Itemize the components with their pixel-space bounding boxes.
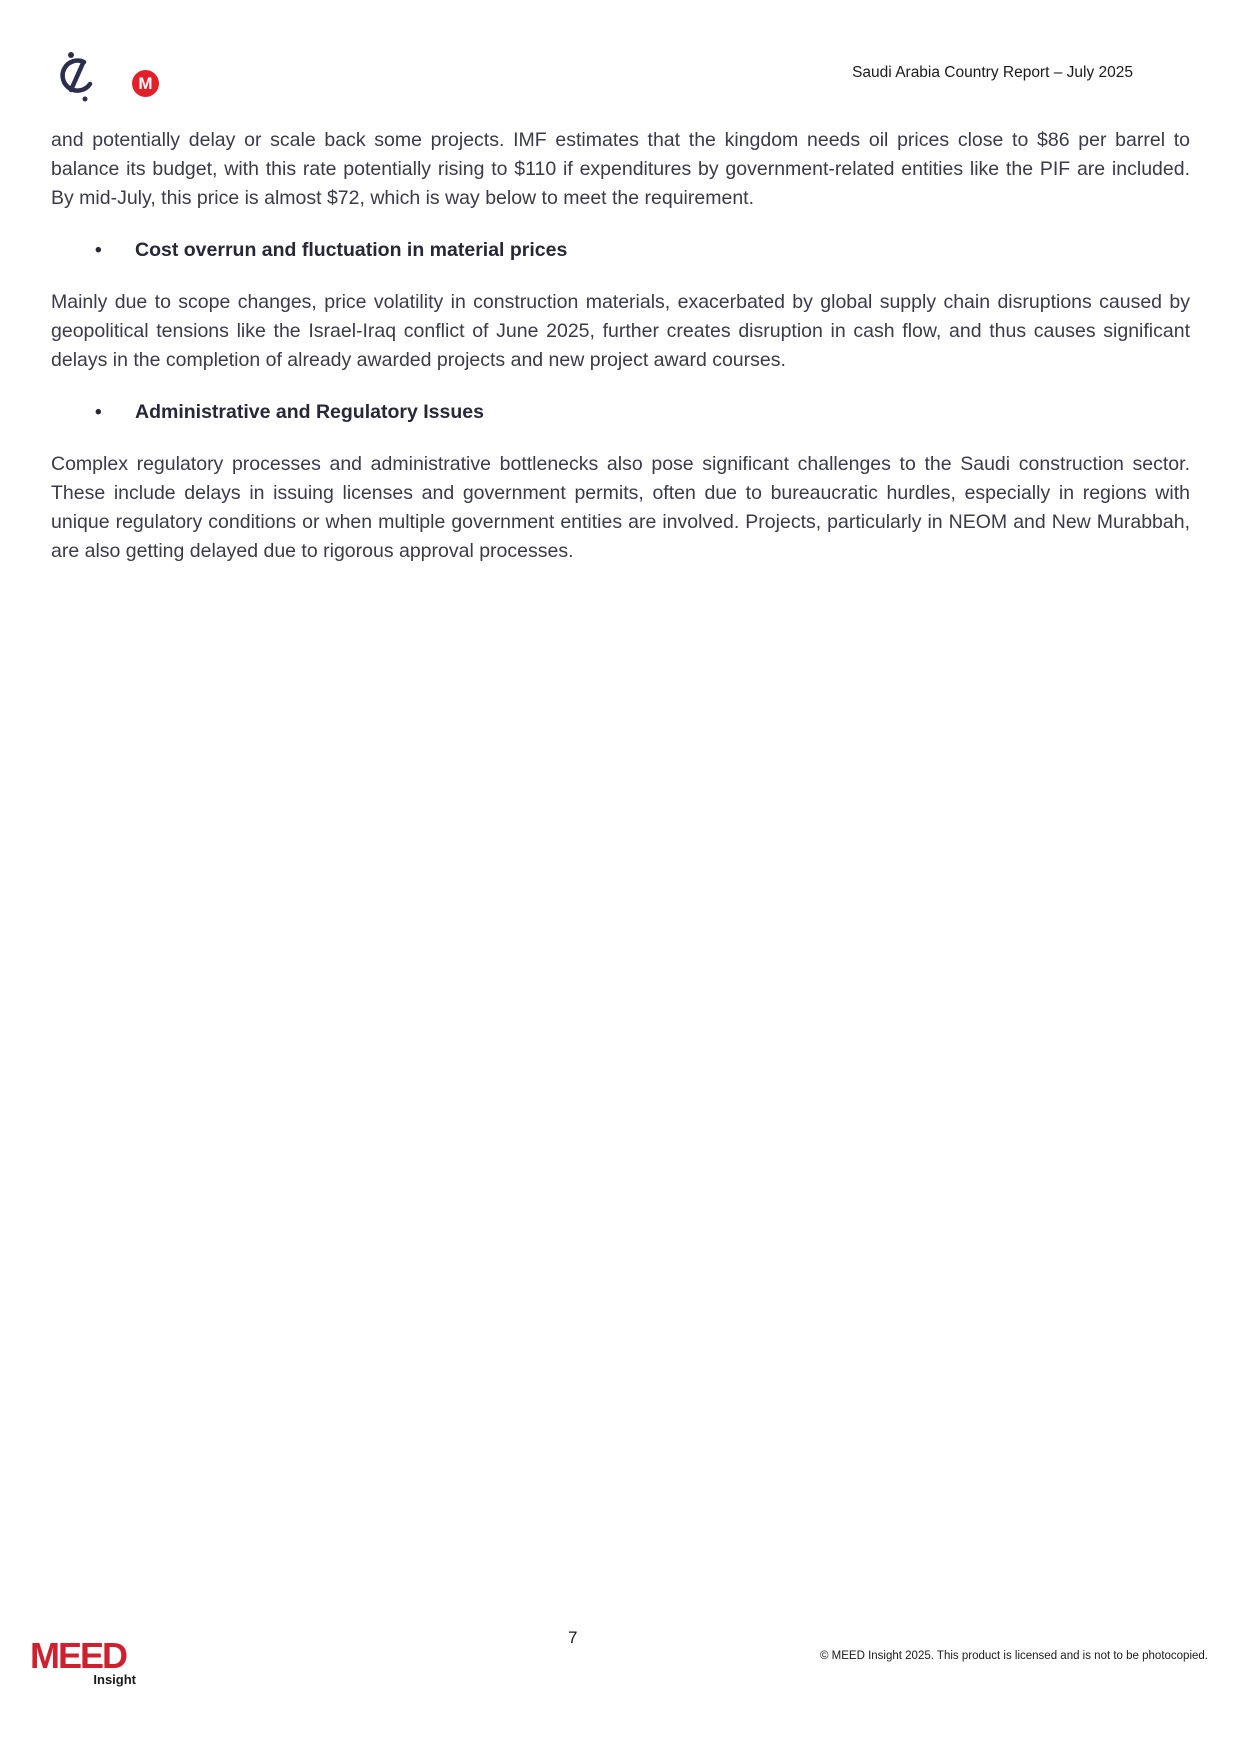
meed-insight-logo xyxy=(30,1635,140,1687)
admin-regulatory-paragraph: Complex regulatory processes and administrative bottlenecks also pose significant challenges to the Saudi construction sector. These include delays in issuing licenses and government permits, often due to bureaucratic hurdles, especially in regions with unique regulatory conditions or when multiple government entities are involved. Projects, particularly in NEOM and New Murabbah, are also getting delayed due to rigorous approval processes. xyxy=(51,453,1190,562)
intro-paragraph: and potentially delay or scale back some projects. IMF estimates that the kingdom needs oil prices close to $86 per barrel to balance its budget, with this rate potentially rising to $110 if expenditures by government-related entities like the PIF are included. By mid-July, this price is almost $72, which is way below to meet the requirement. xyxy=(51,129,1190,209)
compass-logo-icon xyxy=(60,50,96,104)
bullet-heading-admin-regulatory xyxy=(95,398,1190,427)
meed-logo-subtext: Insight xyxy=(93,1672,136,1687)
copyright-notice: © MEED Insight 2025. This product is licensed and is not to be photocopied. xyxy=(820,1650,1208,1662)
bullet-heading-label: Administrative and Regulatory Issues xyxy=(135,401,484,423)
cost-overrun-paragraph: Mainly due to scope changes, price volatility in construction materials, exacerbated by global supply chain disruptions caused by geopolitical tensions like the Israel-Iraq conflict of June 2025, further creates disruption in cash flow, and thus causes significant delays in the completion of already awarded projects and new project award courses. xyxy=(51,291,1190,371)
header-logos xyxy=(60,50,159,104)
bullet-icon: • xyxy=(95,240,102,261)
meed-m-badge-icon: M xyxy=(132,70,159,97)
report-header-title: Saudi Arabia Country Report – July 2025 xyxy=(852,64,1133,81)
meed-logo-text: MEED xyxy=(30,1635,127,1676)
document-body xyxy=(51,126,1190,589)
bullet-heading-cost-overrun xyxy=(95,236,1190,265)
bullet-icon: • xyxy=(95,402,102,423)
page-number: 7 xyxy=(568,1628,578,1647)
bullet-heading-label: Cost overrun and fluctuation in material prices xyxy=(135,239,568,261)
